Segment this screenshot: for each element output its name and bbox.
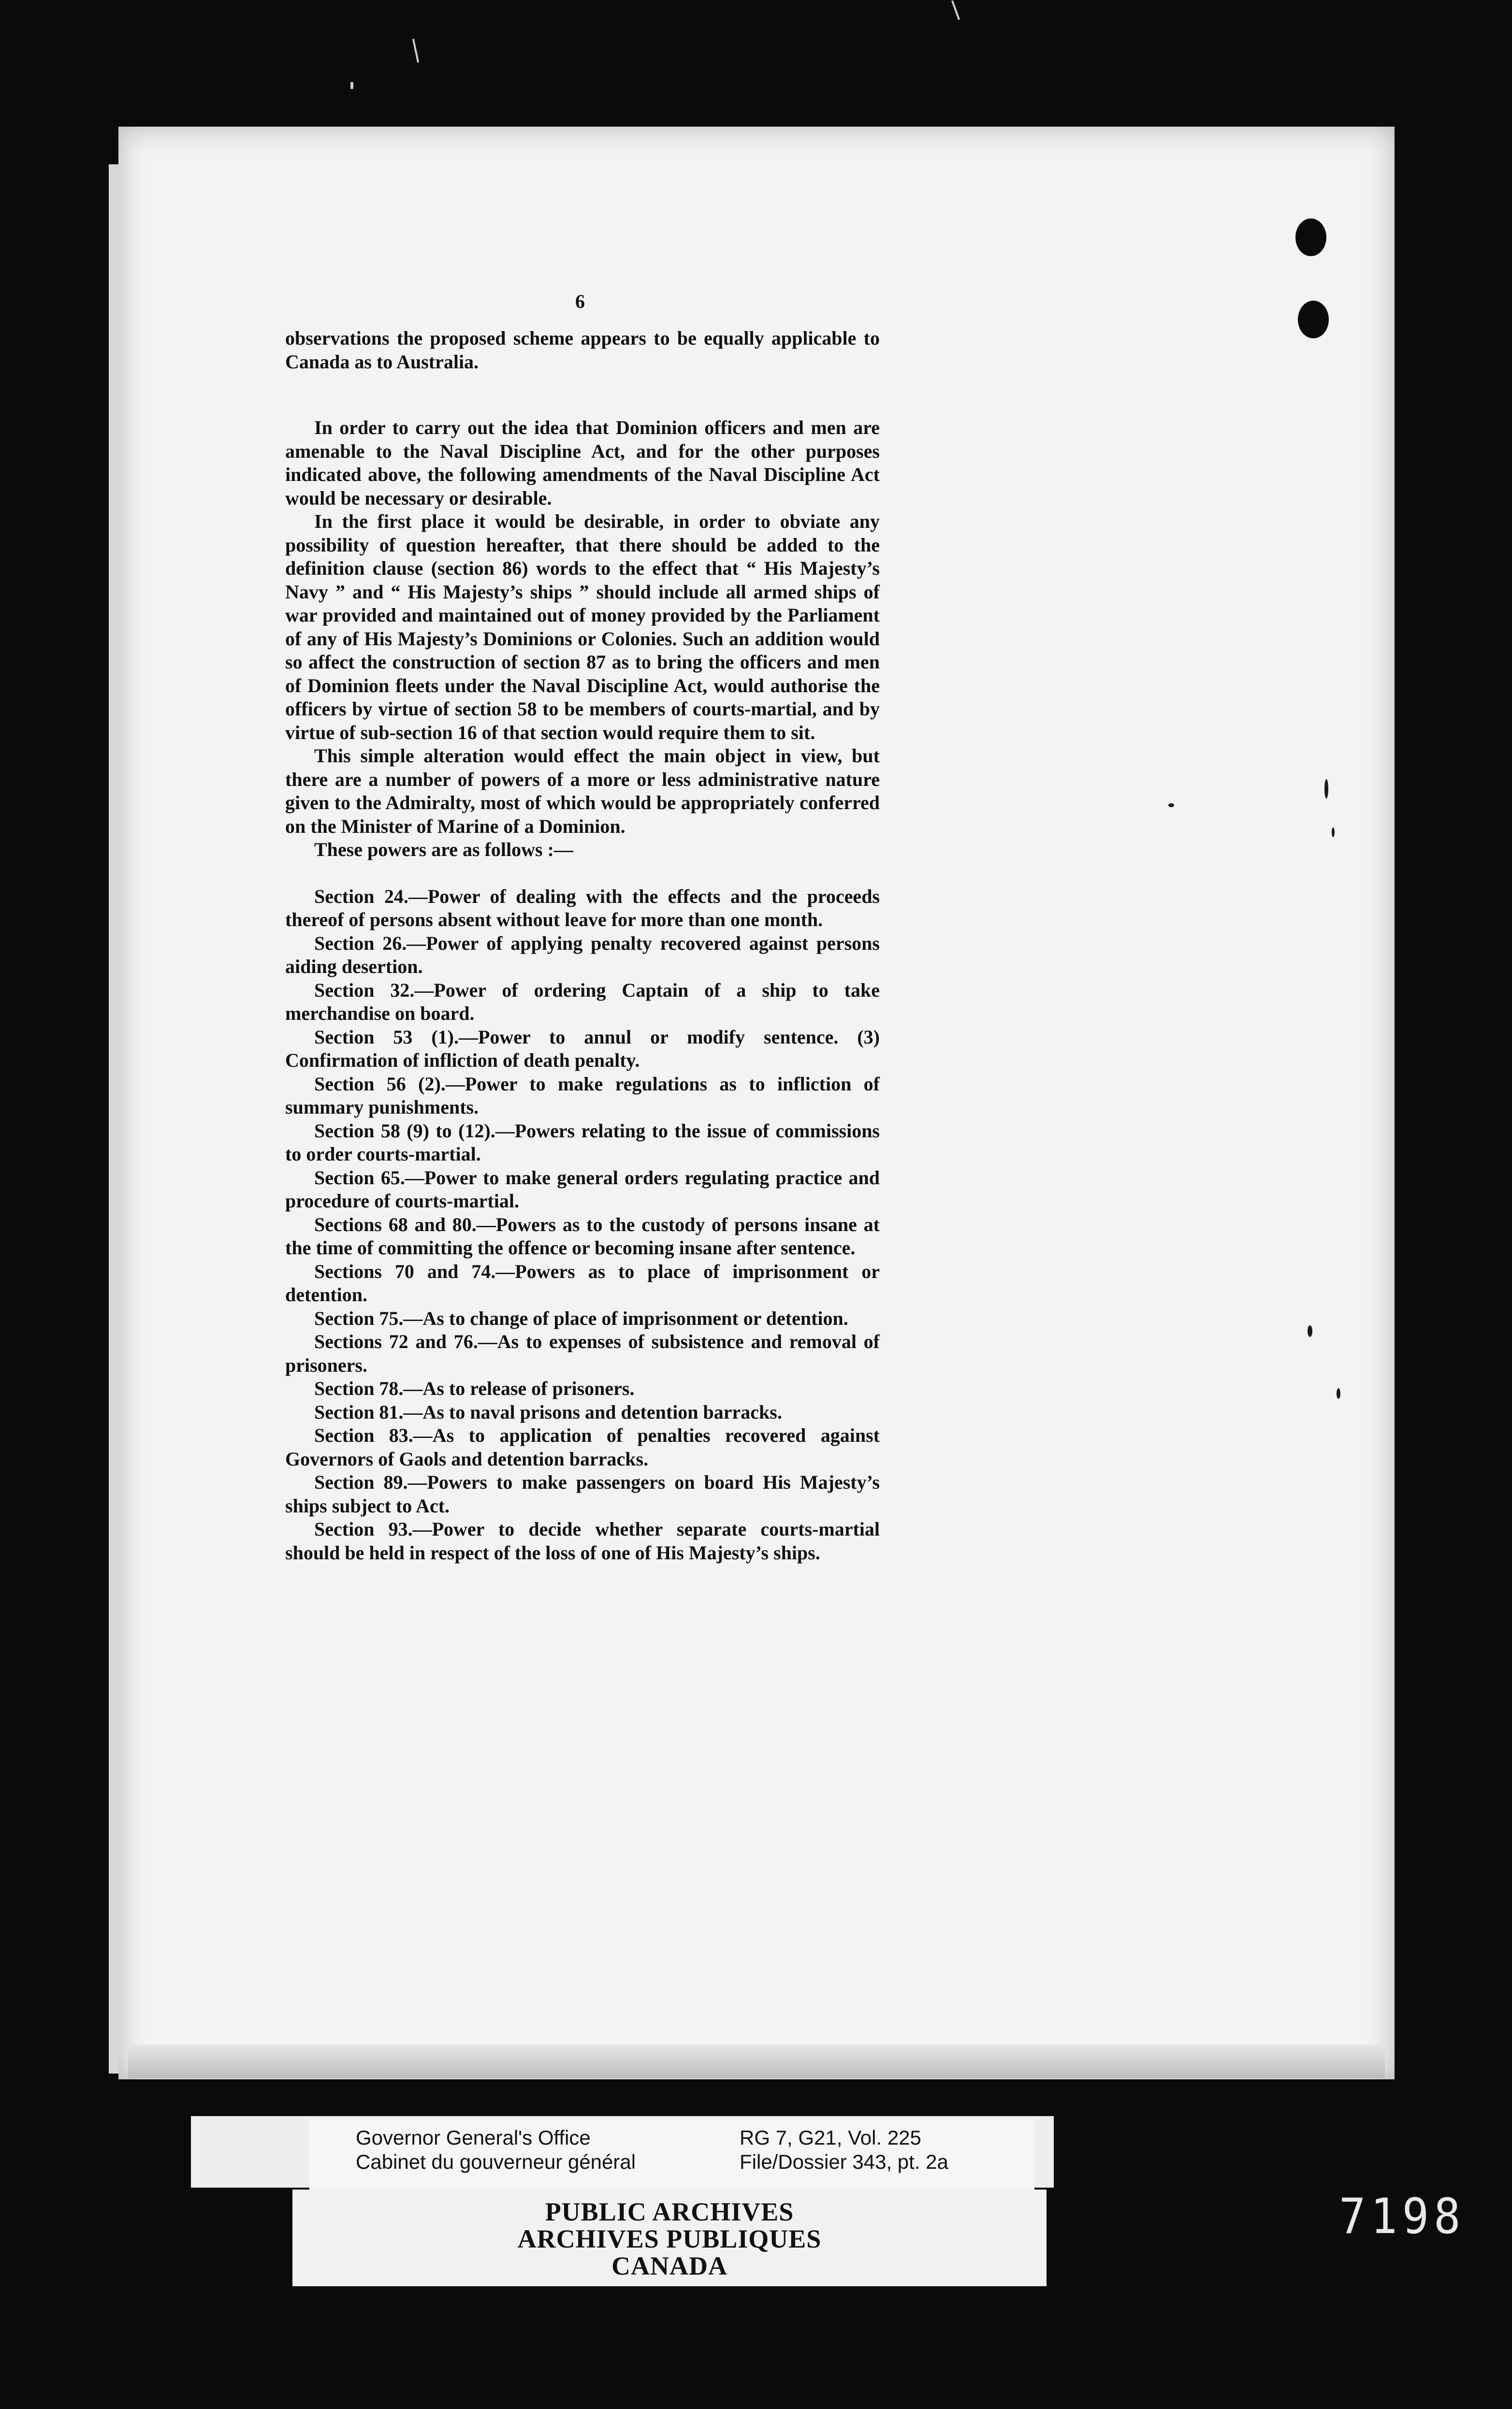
record-group-reference: RG 7, G21, Vol. 225: [740, 2126, 921, 2149]
paragraph: This simple alteration would effect the main object in view, but there are a number of powers of a more or less administrative nature given to the Admiralty, most of which would be appropriately conferred on the Minister of Marine of a Dominion.: [285, 745, 880, 837]
film-speck: [1332, 827, 1335, 837]
film-speck: [1324, 779, 1328, 798]
paragraph: In the first place it would be desirable, in order to obviate any possibility of question hereafter, that there should be added to the definition clause (section 86) words to the effect that “ His Majesty’s Navy ” and “ His Majesty’s ships ” should include all armed ships of war provided and maintained out of money provided by the Parliament of any of His Majesty’s Dominions or Colonies. Such an addition would so affect the construction of section 87 as to bring the officers and men of Dominion fleets under the Naval Discipline Act, would authorise the officers by virtue of section 58 to be members of courts-martial, and by virtue of sub-section 16 of that section would require them to sit.: [285, 510, 880, 743]
document-body: [285, 327, 880, 1565]
section-item: Sections 70 and 74.—Powers as to place of imprisonment or detention.: [285, 1260, 880, 1306]
section-item: Sections 68 and 80.—Powers as to the custody of persons insane at the time of committing the offence or becoming insane after sentence.: [285, 1213, 880, 1259]
archive-label-office: [356, 2126, 636, 2174]
stamp-line-english: PUBLIC ARCHIVES: [545, 2197, 794, 2226]
film-speck: [1168, 803, 1174, 807]
office-french: Cabinet du gouverneur général: [356, 2150, 636, 2173]
stamp-line-french: ARCHIVES PUBLIQUES: [517, 2224, 822, 2253]
section-item: Section 65.—Power to make general orders regulating practice and procedure of courts-martial.: [285, 1166, 880, 1212]
section-item: Sections 72 and 76.—As to expenses of subsistence and removal of prisoners.: [285, 1331, 880, 1376]
paragraph: These powers are as follows :—: [314, 839, 573, 860]
section-item: Section 78.—As to release of prisoners.: [314, 1378, 635, 1399]
film-scratch: [951, 0, 960, 20]
punch-hole: [1298, 301, 1329, 338]
section-item: Section 58 (9) to (12).—Powers relating to the issue of commissions to order courts-martial.: [285, 1119, 880, 1165]
section-item: Section 24.—Power of dealing with the effects and the proceeds thereof of persons absent without leave for more than one month.: [285, 885, 880, 930]
frame-number: 7198: [1339, 2188, 1466, 2245]
paragraph: In order to carry out the idea that Dominion officers and men are amenable to the Naval Discipline Act, and for the other purposes indicated above, the following amendments of the Naval Discipline Act would be necessary or desirable.: [285, 417, 880, 509]
film-scratch: [412, 39, 419, 63]
file-reference: File/Dossier 343, pt. 2a: [740, 2150, 948, 2173]
page-fold: [128, 2045, 1385, 2078]
archive-stamp: [292, 2198, 1047, 2279]
section-item: Section 93.—Power to decide whether separate courts-martial should be held in respect of the loss of one of His Majesty’s ships.: [285, 1518, 880, 1564]
punch-hole: [1295, 218, 1326, 256]
paragraph: observations the proposed scheme appears to be equally applicable to Canada as to Australia.: [285, 327, 880, 373]
office-english: Governor General's Office: [356, 2126, 591, 2149]
section-item: Section 26.—Power of applying penalty recovered against persons aiding desertion.: [285, 932, 880, 977]
film-speck: [1308, 1325, 1312, 1337]
archive-label-reference: [740, 2126, 948, 2174]
film-scratch: [350, 82, 353, 89]
film-speck: [1337, 1388, 1340, 1399]
stamp-line-country: CANADA: [611, 2251, 727, 2280]
section-item: Section 83.—As to application of penalties recovered against Governors of Gaols and detention barracks.: [285, 1424, 880, 1470]
section-item: Section 53 (1).—Power to annul or modify sentence. (3) Confirmation of infliction of death penalty.: [285, 1026, 880, 1071]
section-item: Section 81.—As to naval prisons and detention barracks.: [314, 1401, 782, 1423]
page-number: 6: [575, 290, 585, 312]
section-item: Section 75.—As to change of place of imprisonment or detention.: [314, 1307, 848, 1329]
section-item: Section 32.—Power of ordering Captain of a ship to take merchandise on board.: [285, 979, 880, 1024]
section-item: Section 56 (2).—Power to make regulations as to infliction of summary punishments.: [285, 1073, 880, 1118]
section-item: Section 89.—Powers to make passengers on board His Majesty’s ships subject to Act.: [285, 1471, 880, 1517]
